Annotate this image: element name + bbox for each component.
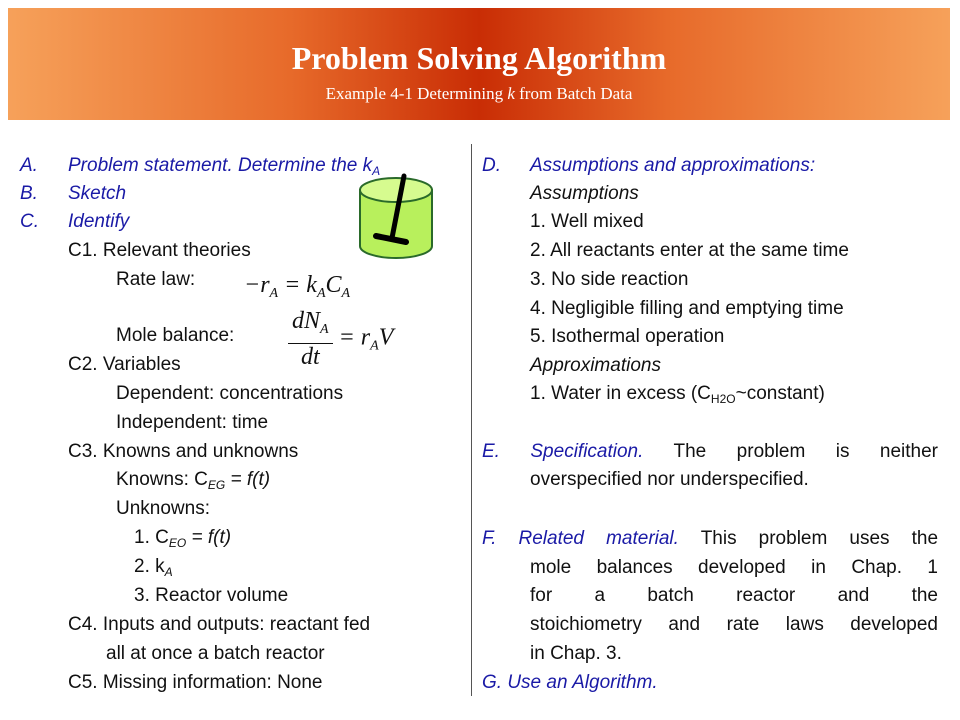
assumption-1: 1. Well mixed bbox=[530, 211, 644, 232]
mole-num-sub: A bbox=[320, 322, 329, 337]
item-g: G. Use an Algorithm. bbox=[482, 672, 658, 693]
unknown-1-func: = f(t) bbox=[186, 527, 232, 548]
item-e-line1 bbox=[482, 440, 938, 464]
rate-c-sub: A bbox=[341, 286, 351, 301]
unknown-1-sub: EO bbox=[168, 536, 187, 550]
knowns-func: = f(t) bbox=[225, 469, 271, 490]
title-banner bbox=[8, 8, 950, 120]
assumption-5: 5. Isothermal operation bbox=[530, 326, 725, 347]
mole-num-text: dN bbox=[292, 308, 321, 334]
mole-denominator: dt bbox=[300, 344, 320, 370]
knowns-text: Knowns: C bbox=[116, 469, 208, 490]
unknown-2 bbox=[134, 555, 173, 584]
subtitle-k: k bbox=[507, 84, 515, 103]
assumption-4: 4. Negligible filling and emptying time bbox=[530, 298, 844, 319]
c1-heading: C1. Relevant theories bbox=[68, 240, 251, 261]
item-f-line1 bbox=[482, 527, 938, 551]
mole-fraction bbox=[288, 308, 333, 370]
item-d bbox=[482, 154, 816, 178]
item-f-line5: in Chap. 3. bbox=[530, 643, 622, 664]
item-c-letter: C. bbox=[20, 211, 39, 232]
unknown-2-text: 2. k bbox=[134, 556, 165, 577]
subtitle-text: Example 4-1 Determining bbox=[325, 84, 508, 103]
item-e-text: The problem is neither bbox=[673, 441, 938, 462]
batch-reactor-icon bbox=[356, 172, 438, 262]
item-e-label: E. Specification. bbox=[482, 441, 644, 462]
rate-law-equation bbox=[244, 272, 350, 302]
item-d-text: Assumptions and approximations: bbox=[530, 155, 816, 176]
rate-lhs-sub: A bbox=[269, 286, 279, 301]
item-c-text: Identify bbox=[68, 211, 130, 232]
mole-balance-label: Mole balance: bbox=[116, 325, 235, 346]
item-c bbox=[20, 210, 130, 234]
rate-k-sub: A bbox=[316, 286, 326, 301]
item-b-letter: B. bbox=[20, 183, 38, 204]
item-a-letter: A. bbox=[20, 155, 38, 176]
item-e-line2: overspecified nor underspecified. bbox=[530, 469, 809, 490]
approximation-1-text: 1. Water in excess (C bbox=[530, 383, 711, 404]
mole-r-sub: A bbox=[370, 338, 379, 354]
c5-heading: C5. Missing information: None bbox=[68, 672, 323, 693]
dependent-variable: Dependent: concentrations bbox=[116, 383, 344, 404]
rate-law-label: Rate law: bbox=[116, 269, 196, 290]
item-f-line4: stoichiometry and rate laws developed bbox=[530, 614, 938, 635]
mole-balance-equation bbox=[288, 308, 393, 370]
knowns-line bbox=[116, 468, 270, 497]
rate-lhs: −r bbox=[244, 272, 270, 298]
column-divider bbox=[471, 144, 472, 696]
unknowns-label: Unknowns: bbox=[116, 498, 210, 519]
item-f-text: This problem uses the bbox=[700, 528, 939, 549]
item-f-line3: for a batch reactor and the bbox=[530, 585, 938, 606]
item-f-line2: mole balances developed in Chap. 1 bbox=[530, 557, 938, 578]
subtitle-text-end: from Batch Data bbox=[514, 84, 633, 103]
knowns-sub: EG bbox=[207, 478, 226, 492]
mole-eq: = r bbox=[332, 324, 371, 351]
item-b-text: Sketch bbox=[68, 183, 127, 204]
unknown-2-sub: A bbox=[164, 565, 173, 579]
assumptions-heading: Assumptions bbox=[530, 183, 639, 204]
c2-heading: C2. Variables bbox=[68, 354, 181, 375]
item-a bbox=[20, 154, 381, 178]
item-b bbox=[20, 182, 127, 206]
item-a-sub: A bbox=[372, 164, 381, 178]
mole-numerator bbox=[288, 308, 333, 344]
c4-heading: C4. Inputs and outputs: reactant fed bbox=[68, 614, 371, 635]
item-d-letter: D. bbox=[482, 155, 501, 176]
mole-v: V bbox=[378, 324, 394, 351]
approximations-heading: Approximations bbox=[530, 355, 661, 376]
unknown-1-text: 1. C bbox=[134, 527, 169, 548]
assumption-3: 3. No side reaction bbox=[530, 269, 689, 290]
assumption-2: 2. All reactants enter at the same time bbox=[530, 240, 849, 261]
rate-eq: = k bbox=[278, 272, 317, 298]
unknown-3: 3. Reactor volume bbox=[134, 585, 289, 606]
unknown-1 bbox=[134, 526, 231, 555]
rate-c: C bbox=[325, 272, 342, 298]
slide-subtitle bbox=[8, 84, 950, 104]
c3-heading: C3. Knowns and unknowns bbox=[68, 441, 299, 462]
c4-continued: all at once a batch reactor bbox=[106, 643, 325, 664]
approximation-1-end: ~constant) bbox=[735, 383, 825, 404]
item-f-label: F. Related material. bbox=[482, 528, 679, 549]
independent-variable: Independent: time bbox=[116, 412, 269, 433]
approximation-1 bbox=[530, 382, 825, 411]
slide-title: Problem Solving Algorithm bbox=[291, 40, 667, 76]
item-a-text: Problem statement. Determine the k bbox=[68, 155, 373, 176]
approximation-1-sub: H2O bbox=[710, 392, 736, 406]
